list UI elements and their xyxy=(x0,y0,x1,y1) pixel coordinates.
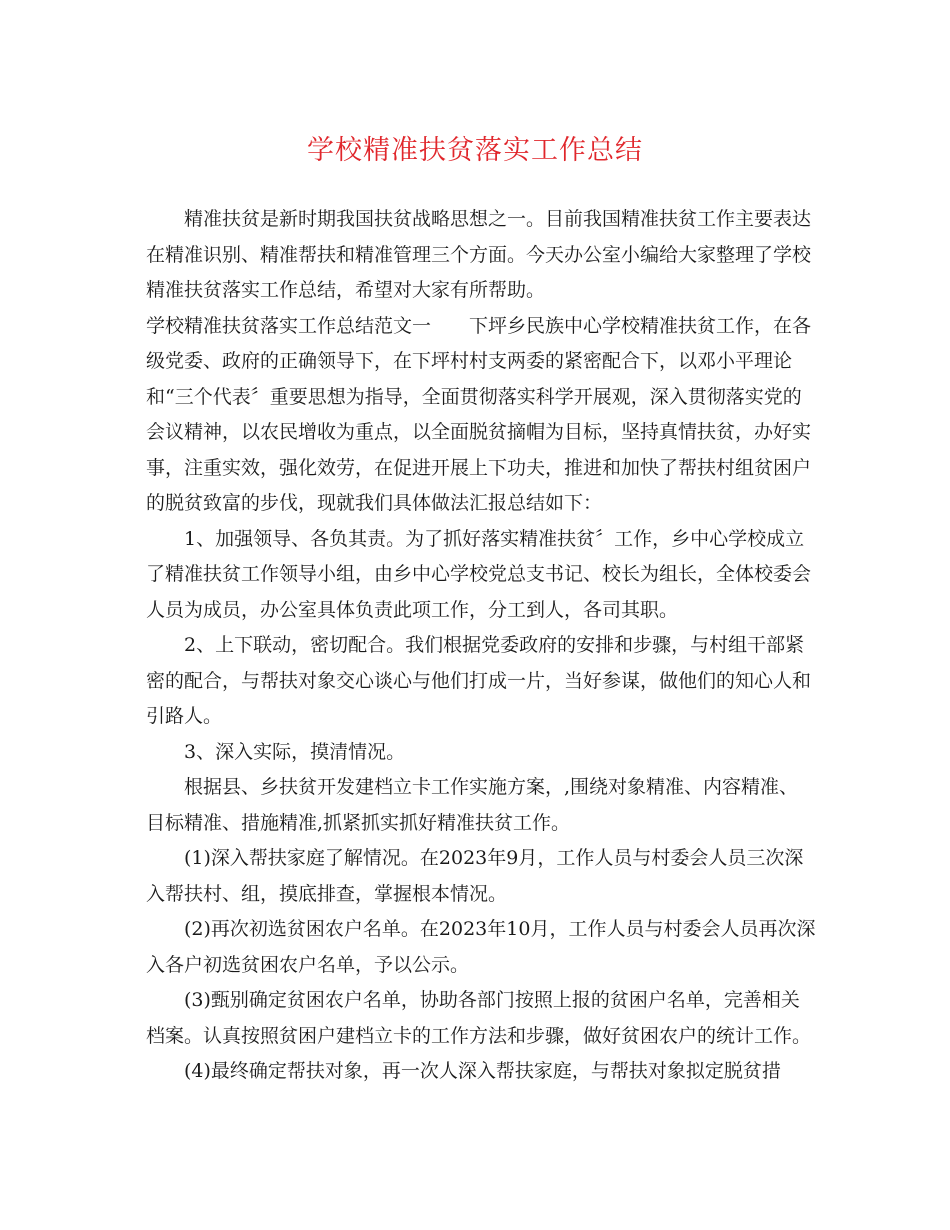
body-line: 精准扶贫落实工作总结，希望对大家有所帮助。 xyxy=(146,279,546,301)
body-line: 入帮扶村、组，摸底排查，掌握根本情况。 xyxy=(146,882,508,905)
document-title: 学校精准扶贫落实工作总结 xyxy=(307,135,643,166)
body-line: (2)再次初选贫困农户名单。在2023年10月，工作人员与村委会人员再次深 xyxy=(184,918,816,940)
body-line: (3)甄别确定贫困农户名单，协助各部门按照上报的贫困户名单，完善相关 xyxy=(184,989,800,1011)
body-line: 档案。认真按照贫困户建档立卡的工作方法和步骤，做好贫困农户的统计工作。 xyxy=(146,1024,812,1047)
body-line: 事，注重实效，强化效劳，在促进开展上下功夫，推进和加快了帮扶村组贫困户 xyxy=(146,456,812,479)
body-line: 入各户初选贫困农户名单，予以公示。 xyxy=(146,953,470,976)
body-line: 1、加强领导、各负其责。为了抓好落实精准扶贫〞工作，乡中心学校成立 xyxy=(184,527,805,550)
body-line: 人员为成员，办公室具体负责此项工作，分工到人，各司其职。 xyxy=(146,598,679,621)
body-line: 2、上下联动，密切配合。我们根据党委政府的安排和步骤，与村组干部紧 xyxy=(184,634,805,656)
body-line: 和“三个代表〞重要思想为指导，全面贯彻落实科学开展观，深入贯彻落实党的 xyxy=(146,385,802,408)
body-line: 会议精神，以农民增收为重点，以全面脱贫摘帽为目标，坚持真情扶贫，办好实 xyxy=(146,421,812,443)
body-line: 精准扶贫是新时期我国扶贫战略思想之一。目前我国精准扶贫工作主要表达 xyxy=(184,208,812,230)
body-line: 的脱贫致富的步伐，现就我们具体做法汇报总结如下： xyxy=(146,492,603,514)
body-line: 了精准扶贫工作领导小组，由乡中心学校党总支书记、校长为组长，全体校委会 xyxy=(146,563,812,585)
document-body xyxy=(146,202,816,1090)
body-line: 目标精准、措施精准,抓紧抓实抓好精准扶贫工作。 xyxy=(146,811,571,834)
body-line: 密的配合，与帮扶对象交心谈心与他们打成一片，当好参谋，做他们的知心人和 xyxy=(146,669,812,692)
body-line: 学校精准扶贫落实工作总结范文一 下坪乡民族中心学校精准扶贫工作，在各 xyxy=(146,314,812,337)
body-line: 级党委、政府的正确领导下，在下坪村村支两委的紧密配合下，以邓小平理论 xyxy=(146,350,793,372)
body-line: (4)最终确定帮扶对象，再一次人深入帮扶家庭，与帮扶对象拟定脱贫措 xyxy=(184,1060,781,1082)
body-line: 根据县、乡扶贫开发建档立卡工作实施方案，,围绕对象精准、内容精准、 xyxy=(184,776,799,798)
body-line: 在精准识别、精准帮扶和精准管理三个方面。今天办公室小编给大家整理了学校 xyxy=(146,243,812,266)
body-line: 3、深入实际，摸清情况。 xyxy=(184,740,406,763)
body-line: 引路人。 xyxy=(146,705,223,727)
body-line: (1)深入帮扶家庭了解情况。在2023年9月，工作人员与村委会人员三次深 xyxy=(184,847,804,869)
